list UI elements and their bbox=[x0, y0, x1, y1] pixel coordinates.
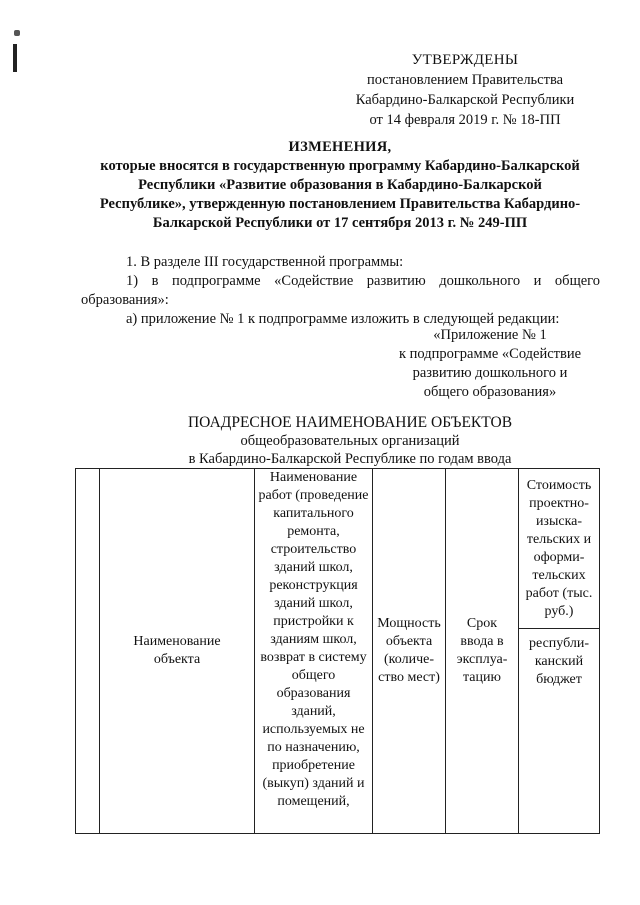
paragraph-item-1-1-cont: образования»: bbox=[81, 292, 169, 308]
appendix-line-4: общего образования» bbox=[423, 384, 557, 400]
address-list-line-2: общеобразовательных организаций bbox=[240, 433, 460, 449]
appendix-line-2: к подпрограмме «Содействие bbox=[398, 346, 582, 362]
objects-table bbox=[75, 468, 600, 834]
header-design-cost: Стоимость проектно-изыска-тельских и оформи-тельских работ (тыс. руб.) bbox=[519, 469, 600, 629]
scan-mark-dot bbox=[14, 30, 20, 36]
header-capacity: Мощность объекта (количе-ство мест) bbox=[373, 469, 446, 834]
address-list-heading bbox=[100, 414, 600, 468]
approval-block bbox=[330, 50, 600, 130]
title-main: ИЗМЕНЕНИЯ, bbox=[288, 139, 392, 155]
title-line-1: которые вносятся в государственную программу Кабардино-Балкарской bbox=[100, 158, 580, 174]
approval-line-3: от 14 февраля 2019 г. № 18-ПП bbox=[369, 112, 561, 128]
approval-heading: УТВЕРЖДЕНЫ bbox=[411, 52, 519, 68]
appendix-line-3: развитию дошкольного и bbox=[412, 365, 568, 381]
header-works-name: Наименование работ (проведение капитального ремонта, строительство зданий школ, реконструкция зданий школ, пристройки к зданиям школ, возврат в систему общего образования зданий, используемых не по назначению, приобретение (выкуп) зданий и помещений, bbox=[255, 469, 373, 834]
scan-mark-bar bbox=[13, 44, 17, 72]
appendix-line-1: «Приложение № 1 bbox=[433, 327, 547, 343]
title-line-3: Республике», утвержденную постановлением Правительства Кабардино- bbox=[99, 196, 581, 212]
title-line-2: Республики «Развитие образования в Кабардино-Балкарской bbox=[138, 177, 542, 193]
paragraph-item-1: 1. В разделе III государственной программы: bbox=[126, 254, 404, 270]
table-narrow-column bbox=[76, 469, 100, 834]
header-object-name: Наименование объекта bbox=[100, 469, 255, 834]
paragraph-item-a: а) приложение № 1 к подпрограмме изложить в следующей редакции: bbox=[126, 311, 560, 327]
title-line-4: Балкарской Республики от 17 сентября 2013 г. № 249-ПП bbox=[152, 215, 528, 231]
header-republican-budget: республи-канский бюджет bbox=[519, 629, 600, 834]
appendix-block bbox=[380, 326, 600, 402]
document-title bbox=[80, 138, 600, 233]
header-commission-term: Срок ввода в эксплуа-тацию bbox=[446, 469, 519, 834]
address-list-line-3: в Кабардино-Балкарской Республике по годам ввода bbox=[188, 451, 512, 467]
paragraph-item-1-1: 1) в подпрограмме «Содействие развитию дошкольного и общего bbox=[126, 273, 600, 289]
approval-line-2: Кабардино-Балкарской Республики bbox=[355, 92, 575, 108]
approval-line-1: постановлением Правительства bbox=[366, 72, 564, 88]
address-list-title: ПОАДРЕСНОЕ НАИМЕНОВАНИЕ ОБЪЕКТОВ bbox=[187, 414, 513, 431]
